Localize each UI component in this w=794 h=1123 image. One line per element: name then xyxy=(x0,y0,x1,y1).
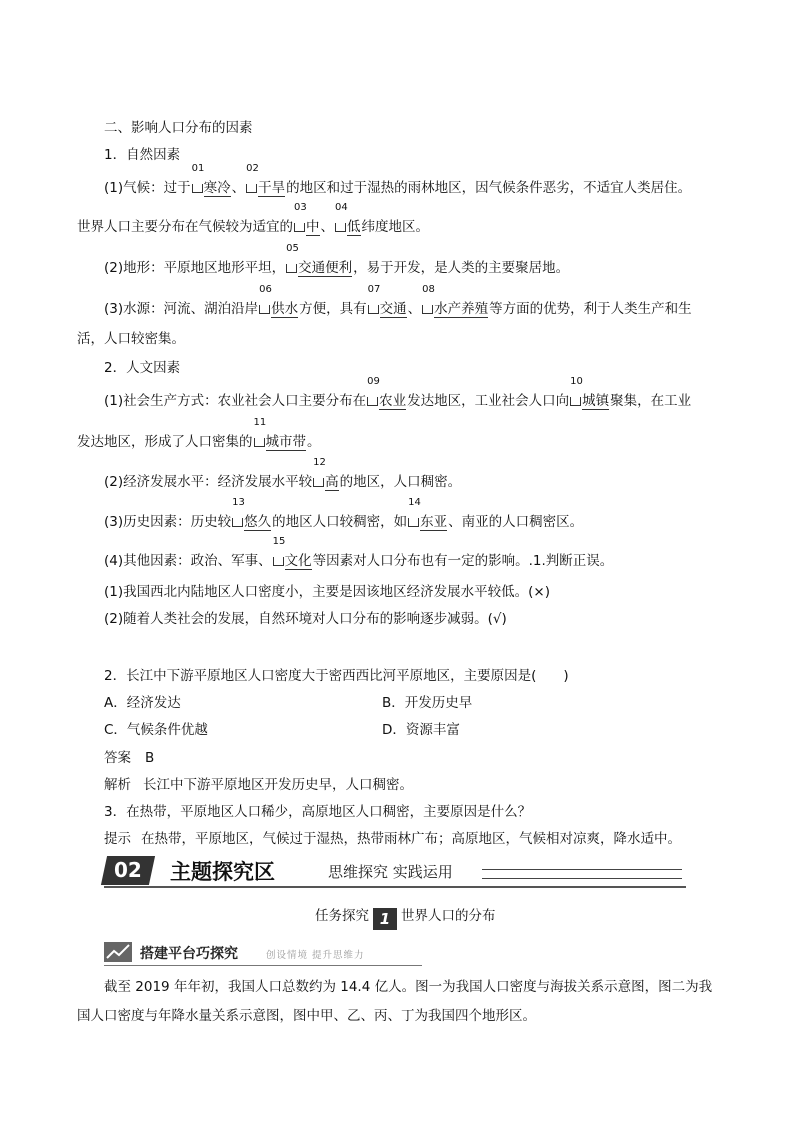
hint-line xyxy=(104,827,681,847)
banner-underline xyxy=(104,886,686,888)
economy-line: (2)经济发展水平：经济发展水平较 12 高的地区，人口稠密。 xyxy=(104,457,462,490)
section-banner xyxy=(104,855,686,887)
terrain-line: (2)地形：平原地区地形平坦， 05 交通便利，易于开发，是人类的主要聚居地。 xyxy=(104,243,570,276)
intro-line-1: 截至 2019 年年初，我国人口总数约为 14.4 亿人。图一为我国人口密度与海拔关系示意图，图二为我 xyxy=(104,979,713,995)
banner-subtitle: 思维探究 实践运用 xyxy=(328,863,453,881)
blank-03: 03 中 xyxy=(294,202,320,235)
water-line-1: (3)水源：河流、湖泊沿岸 06 供水方便，具有 07 交通、 08 水产养殖等方面的优势，利于人类生产和生 xyxy=(104,284,692,317)
option-a: A．经济发达 xyxy=(104,695,181,711)
analysis-text: 长江中下游平原地区开发历史早，人口稠密。 xyxy=(143,777,413,793)
blank-11: 11 城市带 xyxy=(253,417,306,450)
climate-line-2: 世界人口主要分布在气候较为适宜的 03 中、 04 低纬度地区。 xyxy=(77,202,429,235)
banner-title: 主题探究区 xyxy=(170,860,275,884)
other-line: (4)其他因素：政治、军事、 15 文化等因素对人口分布也有一定的影响。.1.判断正误。 xyxy=(104,536,614,569)
judge-2: (2)随着人类社会的发展，自然环境对人口分布的影响逐步减弱。(√) xyxy=(104,611,507,627)
answer-line xyxy=(104,746,154,766)
chart-trend-icon xyxy=(104,942,132,962)
blank-06: 06 供水 xyxy=(259,284,299,317)
blank-12: 12 高 xyxy=(313,457,339,490)
blank-13: 13 悠久 xyxy=(232,497,272,530)
blank-08: 08 水产养殖 xyxy=(422,284,489,317)
blank-02: 02 干旱 xyxy=(246,163,286,196)
blank-07: 07 交通 xyxy=(367,284,407,317)
history-line: (3)历史因素：历史较 13 悠久的地区人口较稠密，如 14 东亚、南亚的人口稠密区。 xyxy=(104,497,584,530)
heading-natural-factors: 1．自然因素 xyxy=(104,147,181,163)
blank-01: 01 寒冷 xyxy=(191,163,231,196)
question-3-stem: 3．在热带，平原地区人口稀少，高原地区人口稠密，主要原因是什么？ xyxy=(104,804,532,820)
option-b: B．开发历史早 xyxy=(382,695,473,711)
answer-label: 答案 xyxy=(104,750,131,766)
platform-subtitle: 创设情境 提升思维力 xyxy=(266,950,365,961)
answer-value: B xyxy=(145,750,155,766)
task-number-icon: 1 xyxy=(373,908,397,930)
banner-badge: 02 xyxy=(101,856,155,885)
task-heading: 任务探究 1 世界人口的分布 xyxy=(315,908,496,928)
blank-15: 15 文化 xyxy=(272,536,312,569)
analysis-label: 解析 xyxy=(104,777,131,793)
heading-human-factors: 2．人文因素 xyxy=(104,360,181,376)
question-2-stem: 2．长江中下游平原地区人口密度大于密西西比河平原地区，主要原因是( ) xyxy=(104,668,569,684)
blank-05: 05 交通便利 xyxy=(286,243,353,276)
analysis-line xyxy=(104,773,413,793)
blank-09: 09 农业 xyxy=(367,376,407,409)
judge-1: (1)我国西北内陆地区人口密度小，主要是因该地区经济发展水平较低。(×) xyxy=(104,584,550,600)
intro-line-2: 国人口密度与年降水量关系示意图，图中甲、乙、丙、丁为我国四个地形区。 xyxy=(77,1008,536,1024)
climate-line-1: (1)气候：过于 01 寒冷、 02 干旱的地区和过于湿热的雨林地区，因气候条件恶劣，不适宜人类居住。 xyxy=(104,163,692,196)
hint-text: 在热带，平原地区，气候过于湿热，热带雨林广布；高原地区，气候相对凉爽，降水适中。 xyxy=(141,831,681,847)
section-title: 二、影响人口分布的因素 xyxy=(104,120,253,136)
social-line-2: 发达地区，形成了人口密集的 11 城市带。 xyxy=(77,417,321,450)
option-d: D．资源丰富 xyxy=(382,722,460,738)
water-line-2: 活，人口较密集。 xyxy=(77,331,185,347)
platform-title: 搭建平台巧探究 xyxy=(140,946,238,962)
blank-04: 04 低 xyxy=(335,202,361,235)
hint-label: 提示 xyxy=(104,831,131,847)
blank-14: 14 东亚 xyxy=(408,497,448,530)
option-c: C．气候条件优越 xyxy=(104,722,208,738)
platform-underline xyxy=(104,965,422,966)
banner-decor-lines xyxy=(482,869,682,879)
blank-10: 10 城镇 xyxy=(570,376,610,409)
social-line-1: (1)社会生产方式：农业社会人口主要分布在 09 农业发达地区，工业社会人口向 10 城镇聚集，在工业 xyxy=(104,376,692,409)
platform-heading xyxy=(104,940,422,966)
